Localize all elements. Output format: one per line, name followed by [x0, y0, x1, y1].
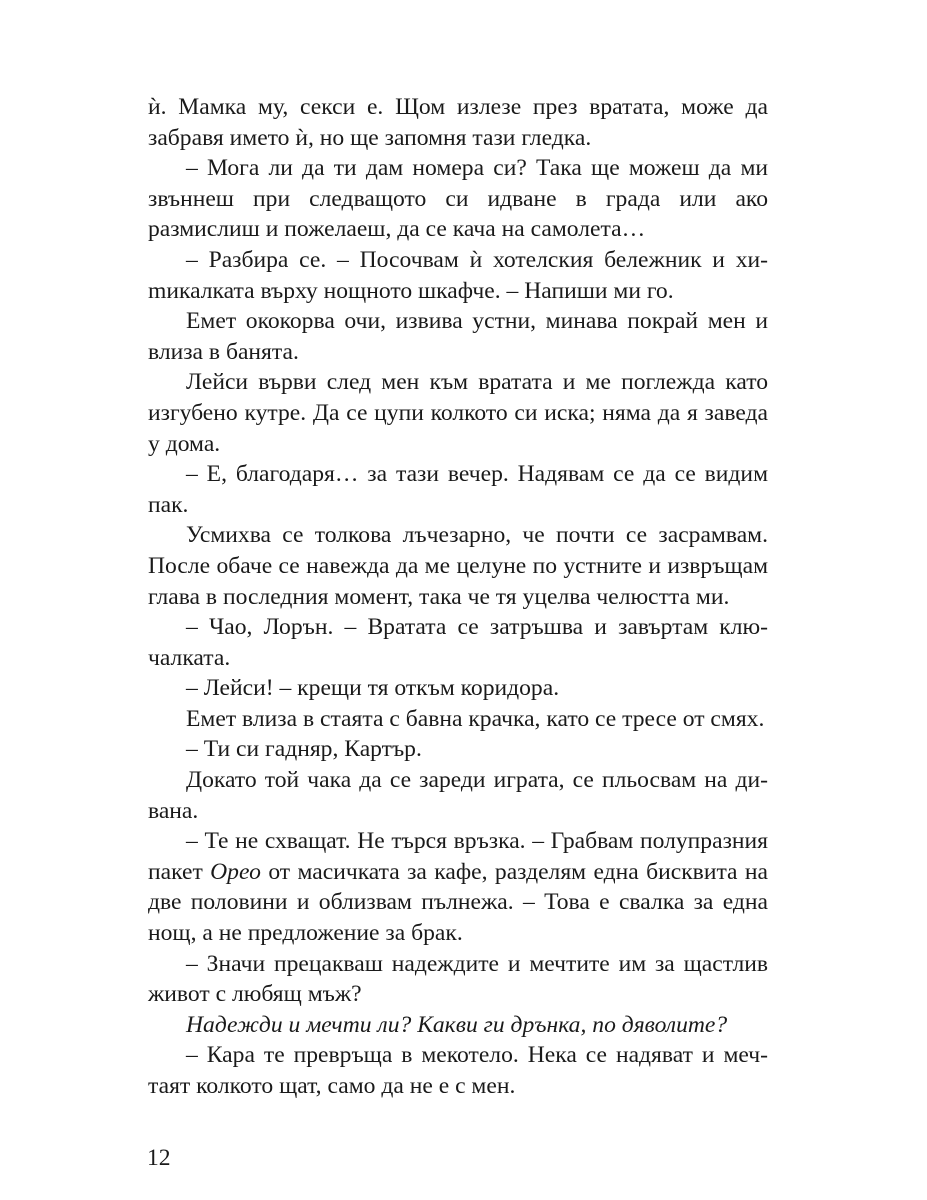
paragraph	[148, 826, 768, 948]
paragraph	[148, 459, 768, 520]
paragraph-text: Емет влиза в стаята с бавна крачка, като се тресе от смях.	[186, 705, 765, 732]
paragraph	[148, 765, 768, 826]
paragraph-text: – Мога ли да ти дам номера си? Така ще можеш да ми звъннеш при следващото си идване в града или ако размислиш и пожелаеш, да се кача на самолета…	[148, 155, 768, 243]
paragraph	[148, 949, 768, 1010]
paragraph	[148, 306, 768, 367]
paragraph-text: – Значи прецакваш надеждите и мечтите им за щастлив живот с любящ мъж?	[148, 950, 768, 1008]
paragraph-text: – Лейси! – крещи тя откъм коридора.	[186, 675, 560, 702]
paragraph	[148, 1010, 768, 1041]
paragraph-text: Докато той чака да се зареди играта, се пльосвам на дивана.	[148, 767, 768, 824]
paragraph-text: – Ти си гадняр, Картър.	[186, 736, 422, 763]
paragraph-text: Лейси върви след мен към вратата и ме поглежда като изгубено кутре. Да се цупи колкото си иска; няма да я заведа у дома.	[148, 369, 768, 457]
paragraph	[148, 520, 768, 612]
body-text	[148, 92, 768, 1102]
paragraph-text: – Чао, Лорън. – Вратата се затръшва и завъртам ключалката.	[148, 614, 768, 671]
paragraph-text: Емет ококорва очи, извива устни, минава покрай мен и влиза в банята.	[148, 308, 768, 365]
paragraph-text: от масичката за кафе, разделям една бисквита на две половини и облизвам пълнежа. – Това е свалка за една нощ, а не предложение за брак.	[148, 858, 768, 947]
paragraph	[148, 704, 768, 735]
italic-text: Надежди и мечти ли? Какви ги дрънка, по дяволите?	[186, 1011, 728, 1038]
paragraph	[148, 367, 768, 459]
paragraph-text: – Кара те превръща в мекотело. Нека се надяват и мечтаят колкото щат, само да не е с мен.	[148, 1042, 768, 1099]
paragraph-text: – Те не схващат. Не търся връзка. – Грабвам полупразния пакет	[148, 828, 768, 885]
paragraph	[148, 673, 768, 704]
paragraph	[148, 153, 768, 245]
paragraph	[148, 612, 768, 673]
page-number: 12	[147, 1145, 171, 1171]
paragraph-text: ѝ. Мамка му, секси е. Щом излезе през вратата, може да забравя името ѝ, но ще запомня тази гледка.	[148, 94, 768, 151]
paragraph	[148, 245, 768, 306]
paragraph-text: – Е, благодаря… за тази вечер. Надявам се да се видим пак.	[148, 461, 768, 518]
paragraph-text: – Разбира се. – Посочвам ѝ хотелския бележник и хиmикалката върху нощното шкафче. – Напиши ми го.	[148, 246, 768, 304]
paragraph	[148, 92, 768, 153]
paragraph	[148, 734, 768, 765]
paragraph	[148, 1040, 768, 1101]
italic-text: Орео	[210, 858, 261, 885]
paragraph-text: Усмихва се толкова лъчезарно, че почти се засрамвам. После обаче се навежда да ме целуне по устните и извръщам глава в последния момент, така че тя уцелва челюстта ми.	[148, 522, 768, 610]
